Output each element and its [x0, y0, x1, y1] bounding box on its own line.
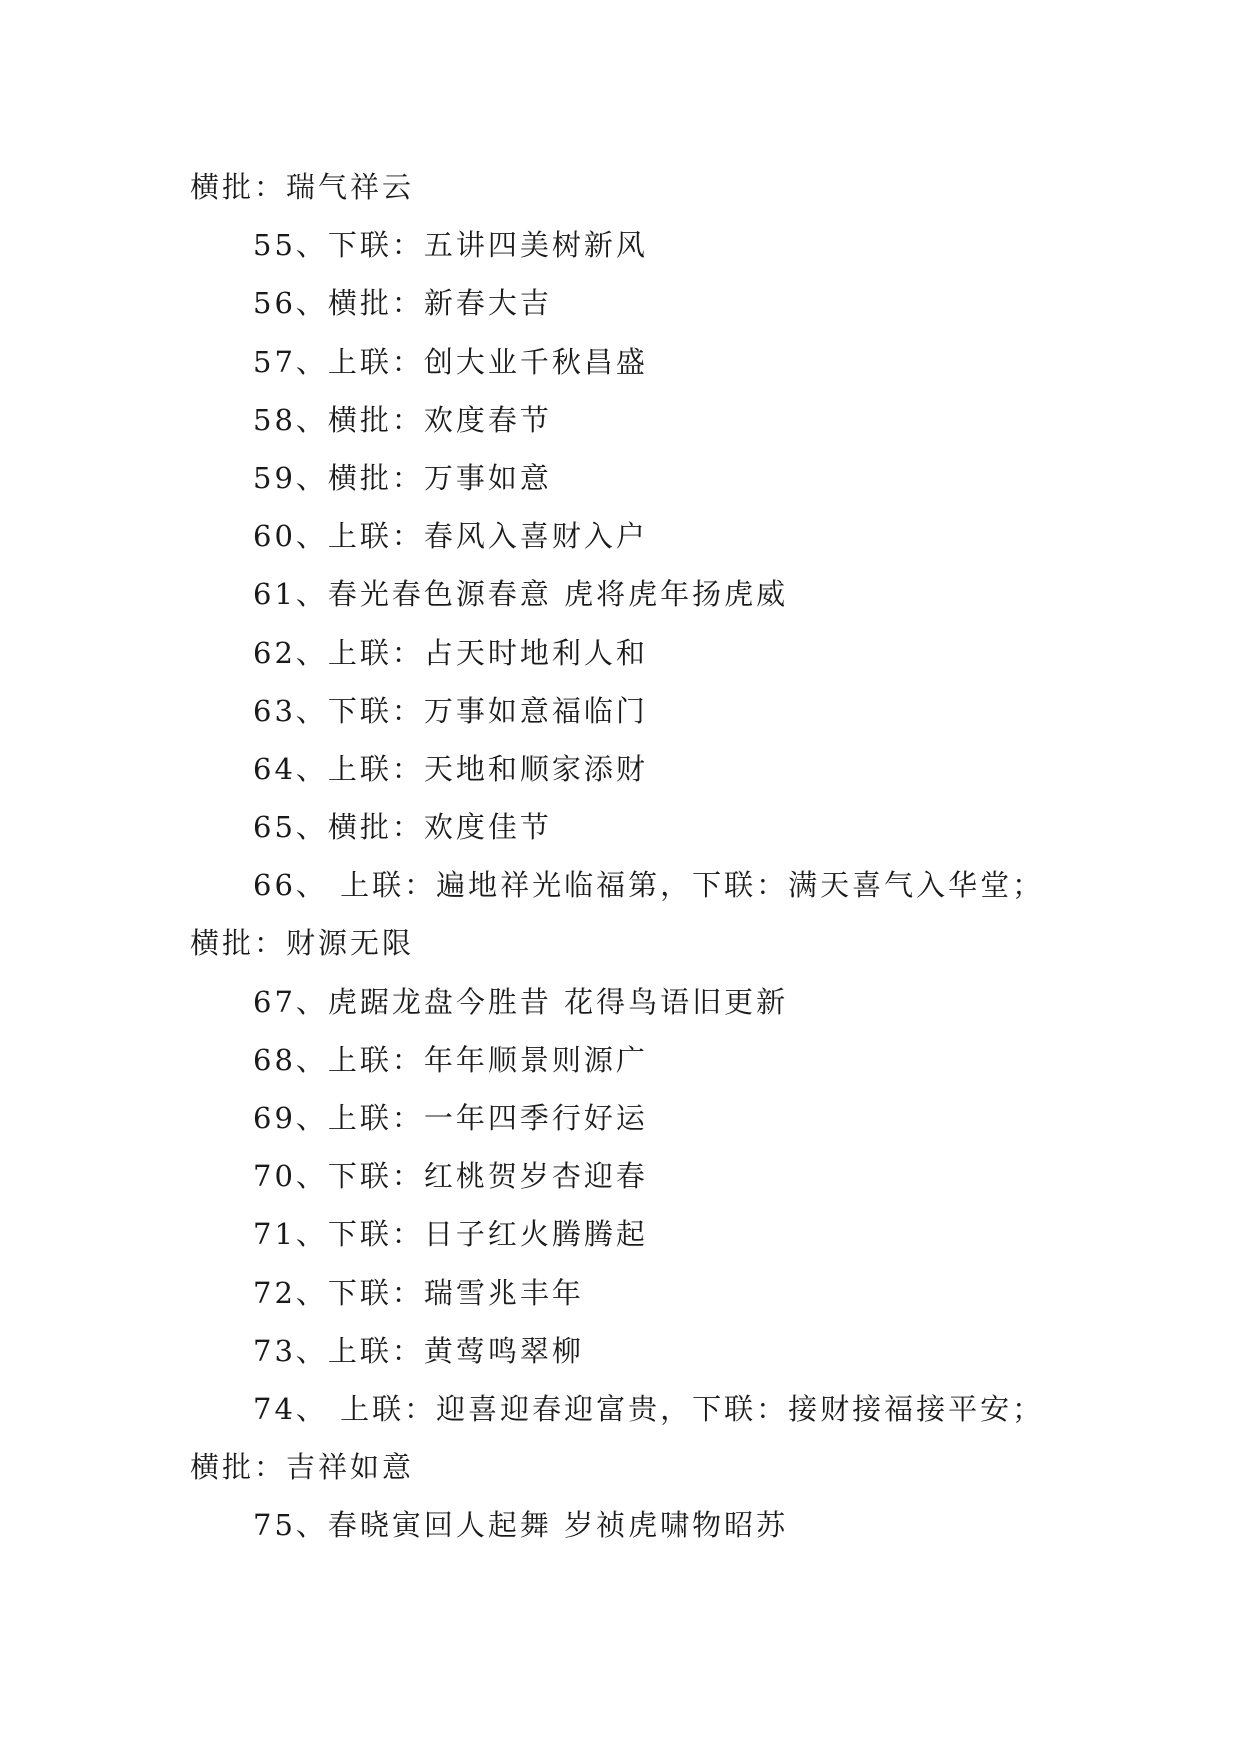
text-line: 59、横批：万事如意	[253, 460, 552, 495]
text-line: 67、虎踞龙盘今胜昔 花得鸟语旧更新	[253, 984, 789, 1019]
text-line: 71、下联：日子红火腾腾起	[253, 1217, 648, 1252]
text-line: 73、上联：黄莺鸣翠柳	[253, 1333, 584, 1368]
text-line: 58、横批：欢度春节	[253, 402, 552, 437]
text-line: 72、下联：瑞雪兆丰年	[253, 1275, 584, 1310]
text-line: 69、上联：一年四季行好运	[253, 1101, 648, 1135]
text-line: 60、上联：春风入喜财入户	[253, 519, 648, 554]
text-line: 63、下联：万事如意福临门	[253, 693, 648, 728]
text-line: 66、 上联：遍地祥光临福第，下联：满天喜气入华堂；	[253, 868, 1045, 903]
text-line: 75、春晓寅回人起舞 岁祯虎啸物昭苏	[253, 1508, 789, 1543]
text-line: 65、横批：欢度佳节	[253, 810, 552, 845]
text-line: 横批：财源无限	[190, 926, 415, 961]
text-line: 70、下联：红桃贺岁杏迎春	[253, 1159, 648, 1194]
text-line: 55、下联：五讲四美树新风	[253, 228, 648, 263]
text-line: 横批：瑞气祥云	[190, 170, 415, 204]
text-line: 57、上联：创大业千秋昌盛	[253, 344, 648, 379]
text-line: 56、横批：新春大吉	[253, 286, 552, 321]
text-line: 横批：吉祥如意	[190, 1450, 415, 1485]
text-line: 74、 上联：迎喜迎春迎富贵，下联：接财接福接平安；	[253, 1391, 1045, 1426]
text-line: 62、上联：占天时地利人和	[253, 635, 648, 670]
text-line: 68、上联：年年顺景则源广	[253, 1042, 648, 1077]
text-line: 64、上联：天地和顺家添财	[253, 751, 648, 786]
text-line: 61、春光春色源春意 虎将虎年扬虎威	[253, 577, 789, 612]
document-body	[190, 158, 1070, 1555]
